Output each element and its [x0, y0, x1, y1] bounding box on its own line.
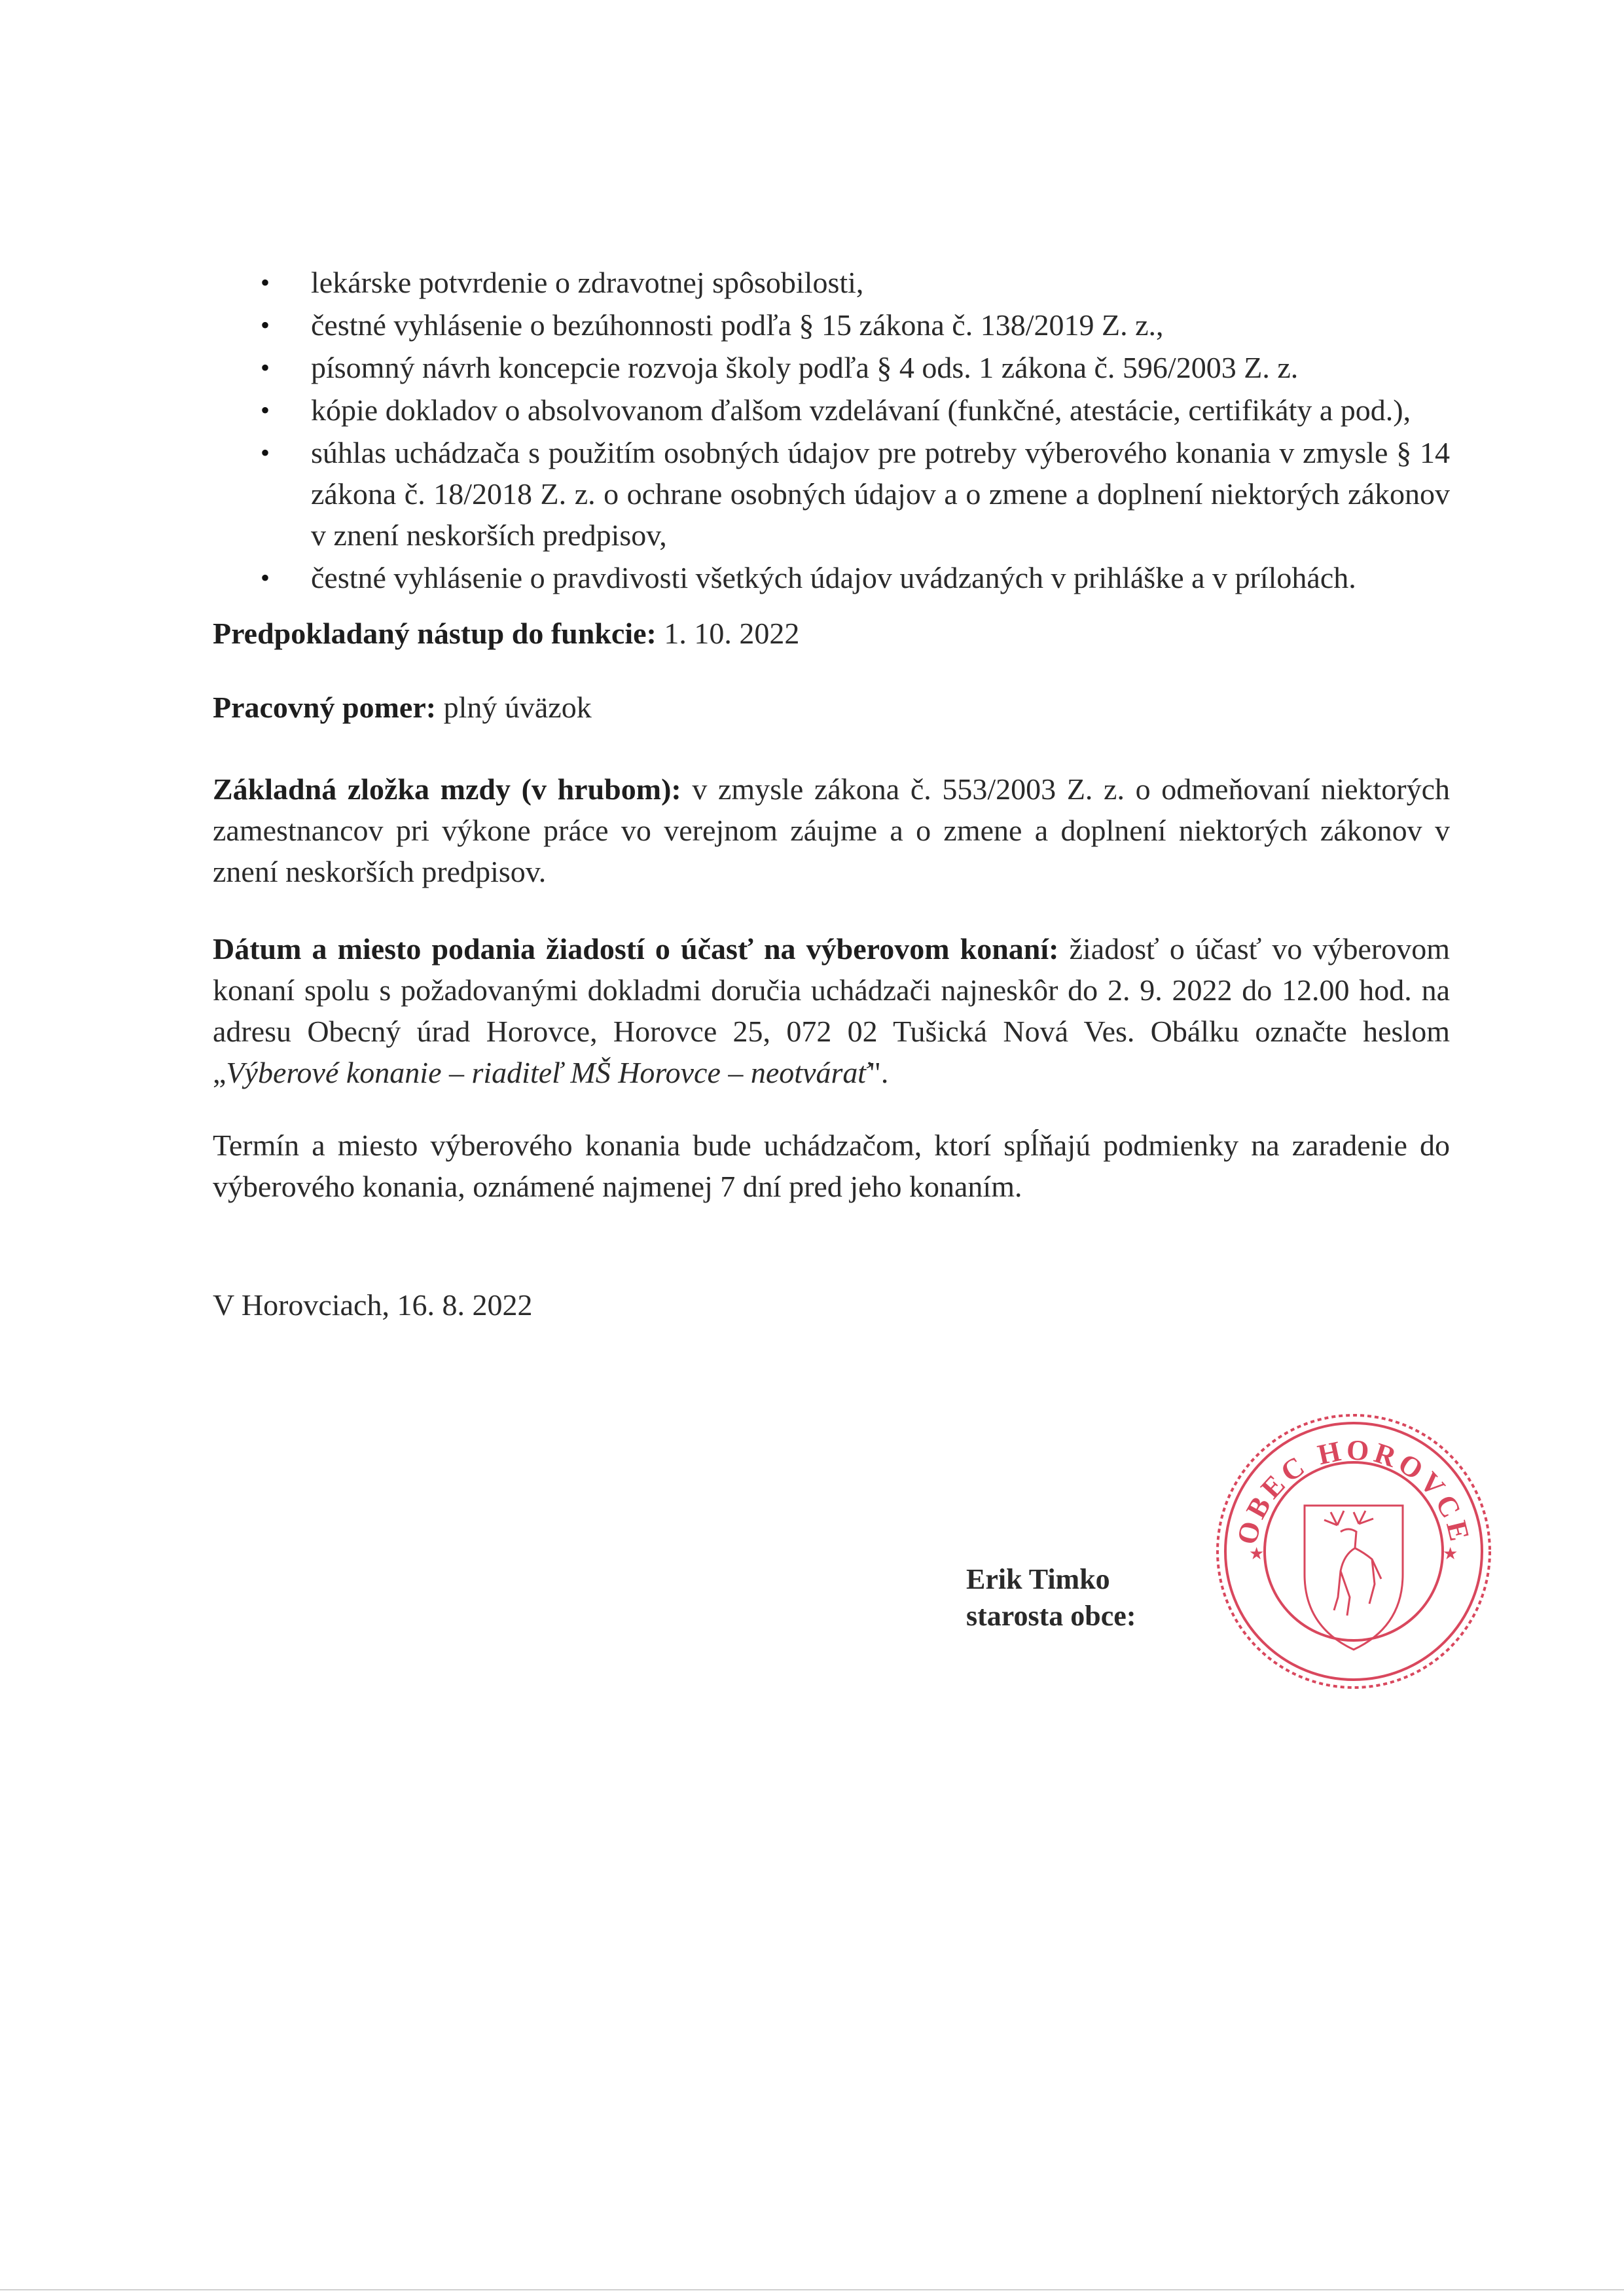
requirement-text: kópie dokladov o absolvovanom ďalšom vzdelávaní (funkčné, atestácie, certifikáty a pod.),	[311, 393, 1411, 427]
list-item	[213, 432, 1450, 556]
signatory-name: Erik Timko	[966, 1563, 1110, 1595]
bullet-icon: •	[261, 268, 270, 297]
requirement-text: lekárske potvrdenie o zdravotnej spôsobilosti,	[311, 266, 864, 299]
list-item	[213, 557, 1450, 598]
list-item	[213, 389, 1450, 431]
salary-label: Základná zložka mzdy (v hrubom):	[213, 772, 681, 806]
document-body	[213, 262, 1450, 1326]
submission-label: Dátum a miesto podania žiadostí o účasť na výberovom konaní:	[213, 932, 1059, 966]
submission-value: žiadosť o účasť vo výberovom konaní spolu s požadovanými dokladmi doručia uchádzači najneskôr do 2. 9. 2022 do 12.00 hod. na adresu Obecný úrad Horovce, Horovce 25, 072 02 Tušická Nová Ves. Obálku označte heslom „	[213, 932, 1451, 1089]
requirement-text: písomný návrh koncepcie rozvoja školy podľa § 4 ods. 1 zákona č. 596/2003 Z. z.	[311, 351, 1299, 384]
stamp-text: OBEC HOROVCE	[1230, 1434, 1477, 1548]
requirement-text: súhlas uchádzača s použitím osobných údajov pre potreby výberového konania v zmysle § 14 zákona č. 18/2018 Z. z. o ochrane osobných údajov a o zmene a doplnení niektorých zákonov v znení neskorších predpisov,	[311, 436, 1450, 552]
list-item	[213, 262, 1450, 303]
svg-text:★: ★	[1249, 1544, 1265, 1563]
bullet-icon: •	[261, 438, 270, 467]
employment-type-label: Pracovný pomer:	[213, 691, 437, 724]
signature-block	[966, 1561, 1136, 1635]
bullet-icon: •	[261, 310, 270, 340]
start-date-value: 1. 10. 2022	[664, 617, 800, 650]
requirement-text: čestné vyhlásenie o bezúhonnosti podľa § 15 zákona č. 138/2019 Z. z.,	[311, 308, 1164, 342]
start-date-label: Predpokladaný nástup do funkcie:	[213, 617, 657, 650]
envelope-password: Výberové konanie – riaditeľ MŠ Horovce – neotvárať	[226, 1056, 869, 1089]
bullet-icon: •	[261, 395, 270, 425]
svg-text:★: ★	[1443, 1544, 1458, 1563]
municipal-stamp-icon	[1210, 1407, 1498, 1695]
employment-type-value: plný úväzok	[443, 691, 592, 724]
salary-paragraph	[213, 768, 1450, 892]
bullet-icon: •	[261, 353, 270, 382]
list-item	[213, 347, 1450, 388]
submission-paragraph	[213, 928, 1450, 1093]
signatory-title: starosta obce:	[966, 1600, 1136, 1632]
list-item	[213, 304, 1450, 346]
salary-value: v zmysle zákona č. 553/2003 Z. z. o odmeňovaní niektorých zamestnancov pri výkone práce vo verejnom záujme a o zmene a doplnení niektorých zákonov v znení neskorších predpisov.	[213, 772, 1450, 888]
employment-type-paragraph	[213, 687, 1450, 728]
requirement-text: čestné vyhlásenie o pravdivosti všetkých údajov uvádzaných v prihláške a v prílohách.	[311, 561, 1356, 594]
place-and-date: V Horovciach, 16. 8. 2022	[213, 1288, 533, 1322]
submission-closing: ".	[869, 1056, 889, 1089]
bullet-icon: •	[261, 563, 270, 592]
page-bottom-rule	[0, 2289, 1624, 2290]
requirements-list	[213, 262, 1450, 598]
start-date-paragraph	[213, 613, 1450, 654]
selection-date-paragraph: Termín a miesto výberového konania bude uchádzačom, ktorí spĺňajú podmienky na zaradenie do výberového konania, oznámené najmenej 7 dní pred jeho konaním.	[213, 1129, 1450, 1203]
